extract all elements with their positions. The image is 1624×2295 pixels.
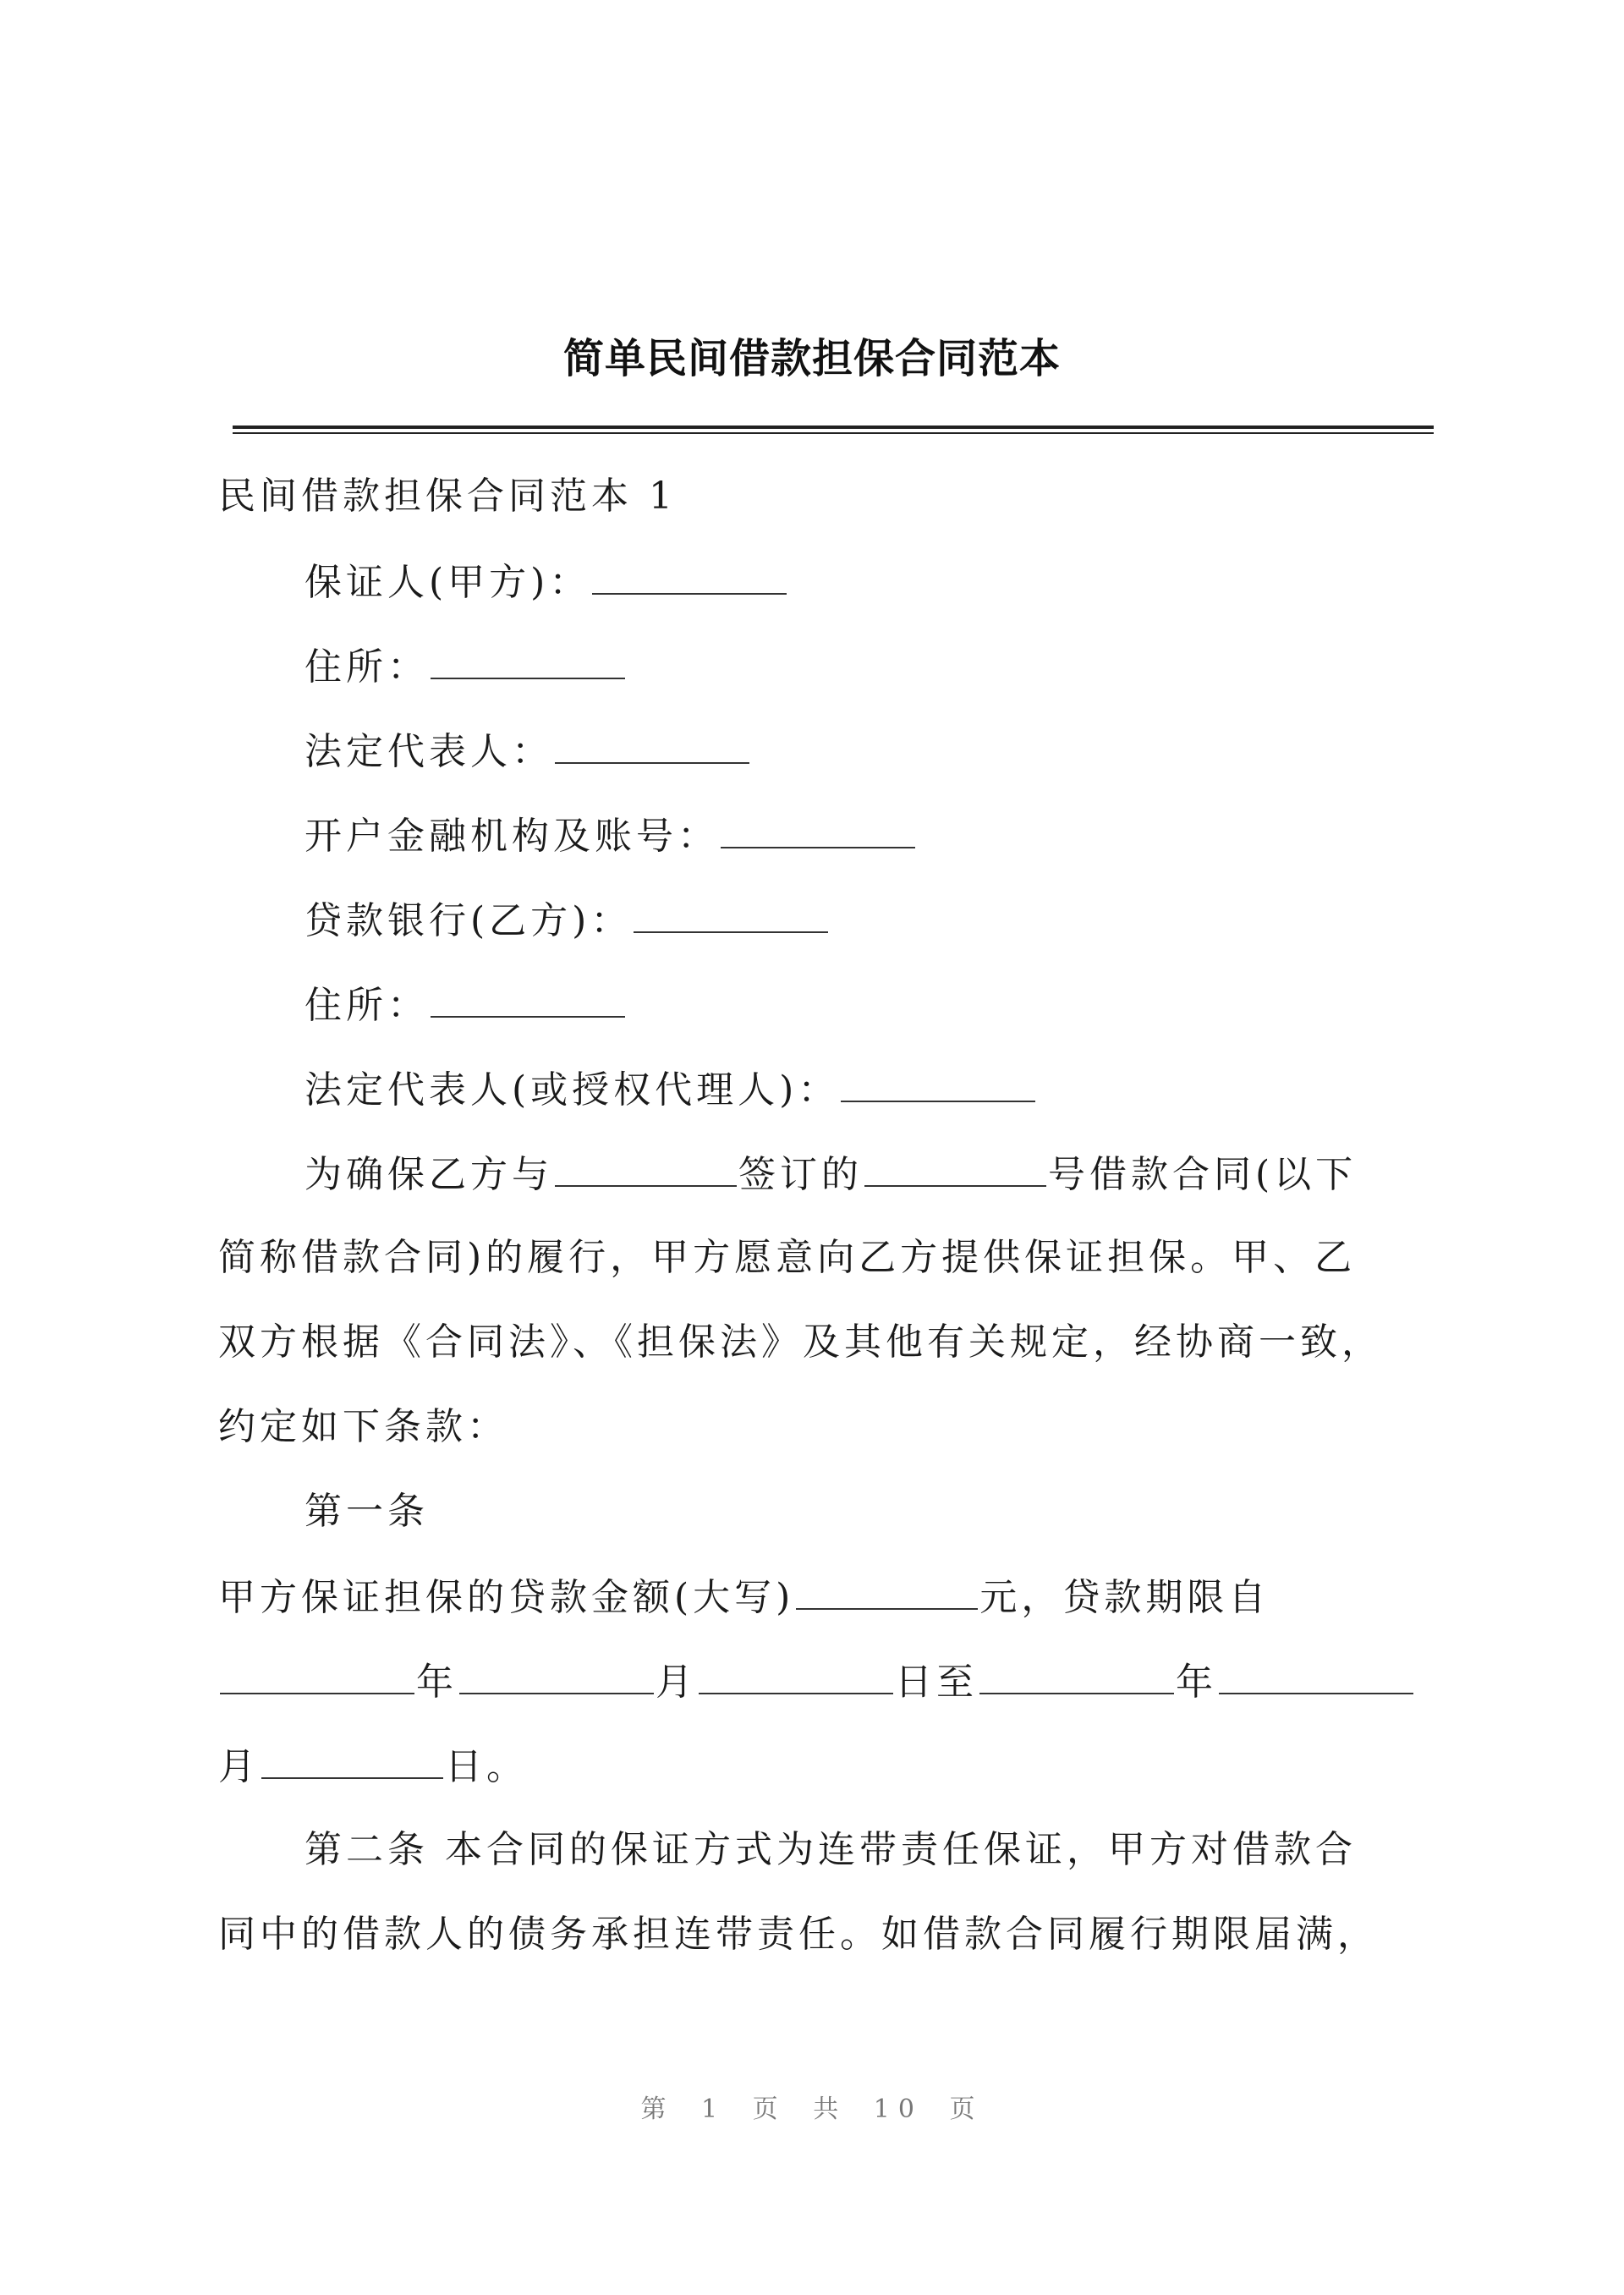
legal-rep1-label: 法定代表人： (304, 730, 553, 773)
article1-line1b: 元，贷款期限自 (979, 1576, 1270, 1619)
preamble-p2: 签订的 (738, 1153, 863, 1196)
lender-blank (634, 901, 828, 933)
day-end-label: 日。 (445, 1745, 528, 1788)
preamble-line-1 (304, 1155, 1357, 1194)
legal-rep2-line (304, 1068, 1037, 1112)
document-title: 简单民间借款担保合同范本 (562, 335, 1061, 382)
year2-label: 年 (1176, 1661, 1217, 1704)
address1-blank (431, 647, 625, 679)
month-label: 月 (656, 1661, 697, 1704)
address2-label: 住所： (304, 984, 429, 1027)
lender-label: 贷款银行(乙方)： (304, 899, 633, 942)
end-month-blank (1219, 1662, 1413, 1694)
bank-account-line (304, 815, 917, 858)
lender-line (304, 901, 830, 940)
article2-line-2: 同中的借款人的债务承担连带责任。如借款合同履行期限届满， (218, 1913, 1379, 1956)
legal-rep1-blank (555, 732, 749, 764)
contract-number-blank (864, 1155, 1046, 1187)
title-rule-thin (233, 432, 1434, 434)
guarantor-label: 保证人(甲方)： (304, 561, 591, 604)
legal-rep2-label: 法定代表人(或授权代理人)： (304, 1068, 840, 1112)
article1-line-3 (218, 1747, 528, 1786)
preamble-line-4: 约定如下条款： (218, 1405, 508, 1448)
year-label: 年 (416, 1661, 458, 1704)
start-year-blank (220, 1662, 414, 1694)
day-to-label: 日至 (895, 1661, 978, 1704)
preamble-p1: 为确保乙方与 (304, 1153, 553, 1196)
legal-rep1-line (304, 732, 751, 771)
article1-line-2 (218, 1661, 1415, 1704)
contract-party-blank (555, 1155, 737, 1187)
address2-blank (431, 986, 625, 1018)
article1-heading: 第一条 (304, 1490, 429, 1533)
end-year-blank (979, 1662, 1174, 1694)
address1-label: 住所： (304, 645, 429, 689)
title-rule-thick (233, 426, 1434, 429)
guarantor-blank (592, 563, 787, 595)
loan-amount-blank (796, 1578, 978, 1610)
address2-line (304, 984, 627, 1027)
address1-line (304, 645, 627, 689)
start-day-blank (699, 1662, 893, 1694)
month2-label: 月 (218, 1745, 260, 1788)
end-day-blank (261, 1747, 443, 1779)
bank-account-label: 开户金融机构及账号： (304, 815, 719, 858)
article1-line-1 (218, 1578, 1270, 1617)
contract-subtitle: 民间借款担保合同范本 1 (218, 475, 677, 518)
bank-account-blank (721, 816, 915, 848)
article1-line1a: 甲方保证担保的贷款金额(大写) (218, 1576, 795, 1619)
preamble-p3: 号借款合同(以下 (1048, 1153, 1358, 1196)
preamble-line-3: 双方根据《合同法》、《担保法》及其他有关规定，经协商一致， (218, 1320, 1383, 1364)
guarantor-line (304, 561, 788, 604)
start-month-blank (459, 1662, 654, 1694)
page-footer: 第 1 页 共 10 页 (640, 2095, 984, 2124)
article2-line-1: 第二条 本合同的保证方式为连带责任保证，甲方对借款合 (304, 1828, 1357, 1871)
preamble-line-2: 简称借款合同)的履行，甲方愿意向乙方提供保证担保。甲、乙 (218, 1236, 1357, 1279)
legal-rep2-blank (841, 1070, 1035, 1102)
